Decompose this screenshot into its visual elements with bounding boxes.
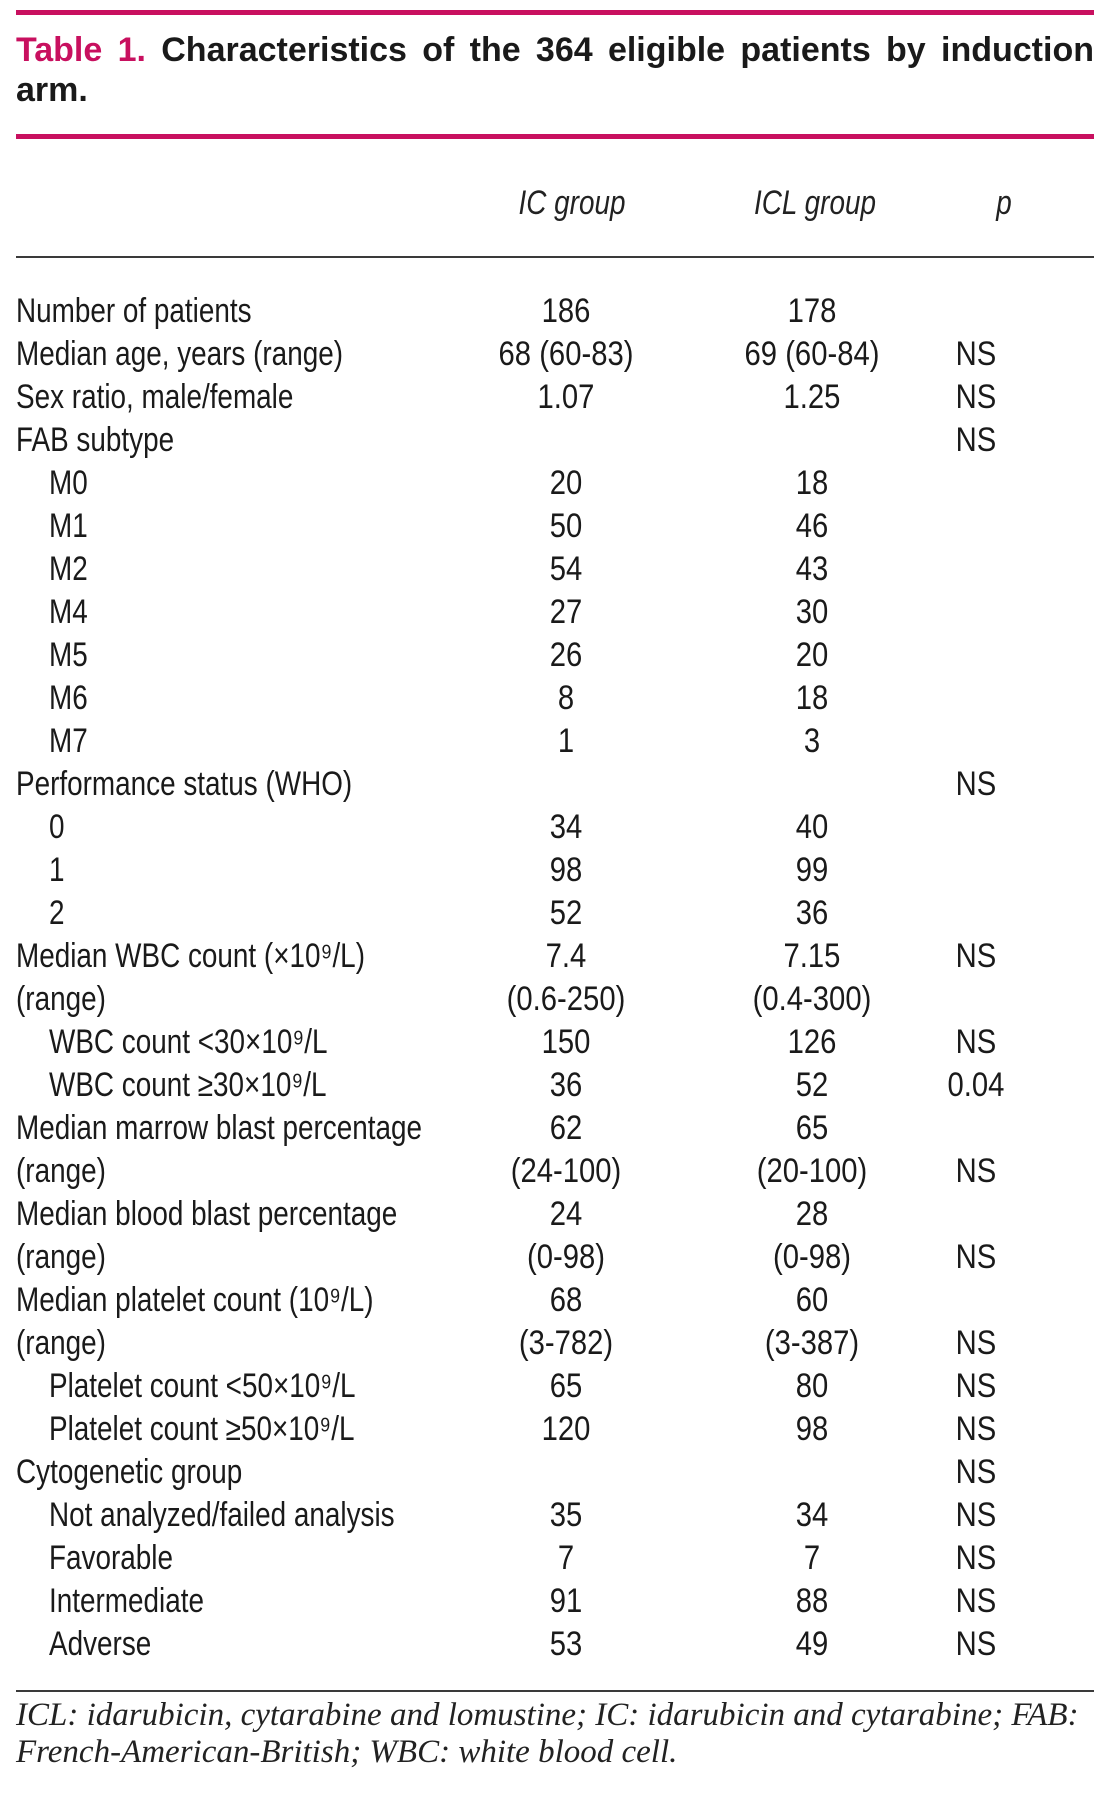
table-body [16, 290, 1094, 1666]
row-label: Not analyzed/failed analysis [49, 1496, 395, 1534]
row-label: (range) [16, 1238, 106, 1276]
p-value: NS [955, 1367, 997, 1405]
ic-group-value: 7.4 [545, 937, 587, 975]
table-footnote: ICL: idarubicin, cytarabine and lomustine; IC: idarubicin and cytarabine; FAB: French-American-British; WBC: white blood cell. [16, 1697, 1079, 1770]
table-row [16, 634, 1094, 677]
row-label: Favorable [49, 1539, 173, 1577]
row-label: M0 [49, 464, 88, 502]
table-row [16, 1150, 1094, 1193]
row-label: Median blood blast percentage [16, 1195, 398, 1233]
table-row [16, 763, 1094, 806]
ic-group-value: 54 [549, 550, 583, 588]
ic-group-value: 1 [557, 722, 575, 760]
ic-group-value: 8 [557, 679, 575, 717]
p-value: NS [955, 1410, 997, 1448]
row-label: M1 [49, 507, 88, 545]
icl-group-value: 34 [795, 1496, 829, 1534]
table-row [16, 1408, 1094, 1451]
table-row [16, 1451, 1094, 1494]
p-value: NS [955, 335, 997, 373]
row-label: Adverse [49, 1625, 152, 1663]
p-value: NS [955, 1023, 997, 1061]
icl-group-value: (0-98) [772, 1238, 851, 1276]
ic-group-value: 98 [549, 851, 583, 889]
p-value: NS [955, 1625, 997, 1663]
icl-group-value: 20 [795, 636, 829, 674]
table-row [16, 548, 1094, 591]
icl-group-value: 99 [795, 851, 829, 889]
ic-group-value: (0-98) [526, 1238, 605, 1276]
table-row [16, 1537, 1094, 1580]
table-header-row [16, 172, 1094, 236]
caption-accent-rule [16, 134, 1094, 139]
row-label: Performance status (WHO) [16, 765, 353, 803]
row-label: (range) [16, 1152, 106, 1190]
table-row [16, 419, 1094, 462]
row-label: (range) [16, 980, 106, 1018]
p-value: NS [955, 1453, 997, 1491]
ic-group-value: (0.6-250) [506, 980, 626, 1018]
header-p-value: p [996, 184, 1012, 222]
row-label: M7 [49, 722, 88, 760]
table-caption [16, 30, 1094, 110]
table-row [16, 1580, 1094, 1623]
table-row [16, 978, 1094, 1021]
icl-group-value: 49 [795, 1625, 829, 1663]
icl-group-value: 36 [795, 894, 829, 932]
table-row [16, 462, 1094, 505]
icl-group-value: 52 [795, 1066, 829, 1104]
icl-group-value: 1.25 [783, 378, 841, 416]
p-value: NS [955, 1238, 997, 1276]
ic-group-value: (24-100) [510, 1152, 622, 1190]
p-value: NS [955, 1324, 997, 1362]
icl-group-value: 69 (60-84) [744, 335, 880, 373]
row-label: Cytogenetic group [16, 1453, 243, 1491]
table-row [16, 849, 1094, 892]
row-label: Median WBC count (×10⁹/L) [16, 937, 365, 975]
ic-group-value: 120 [541, 1410, 591, 1448]
ic-group-value: 62 [549, 1109, 583, 1147]
ic-group-value: 35 [549, 1496, 583, 1534]
p-value: NS [955, 421, 997, 459]
icl-group-value: 80 [795, 1367, 829, 1405]
row-label: M6 [49, 679, 88, 717]
row-label: Platelet count <50×10⁹/L [49, 1367, 356, 1405]
ic-group-value: 26 [549, 636, 583, 674]
row-label: 1 [49, 851, 65, 889]
ic-group-value: 68 (60-83) [498, 335, 634, 373]
icl-group-value: 98 [795, 1410, 829, 1448]
row-label: WBC count <30×10⁹/L [49, 1023, 328, 1061]
ic-group-value: 53 [549, 1625, 583, 1663]
table-row [16, 935, 1094, 978]
icl-group-value: 126 [787, 1023, 837, 1061]
icl-group-value: 7 [803, 1539, 821, 1577]
icl-group-value: 18 [795, 679, 829, 717]
row-label: Number of patients [16, 292, 252, 330]
icl-group-value: (3-387) [764, 1324, 860, 1362]
icl-group-value: 46 [795, 507, 829, 545]
table-title: Characteristics of the 364 eligible patients by induction arm. [16, 31, 1094, 109]
icl-group-value: 3 [803, 722, 821, 760]
row-label: Median platelet count (10⁹/L) [16, 1281, 374, 1319]
ic-group-value: 150 [541, 1023, 591, 1061]
icl-group-value: (0.4-300) [752, 980, 872, 1018]
row-label: WBC count ≥30×10⁹/L [49, 1066, 327, 1104]
icl-group-value: 28 [795, 1195, 829, 1233]
ic-group-value: 7 [557, 1539, 575, 1577]
icl-group-value: 30 [795, 593, 829, 631]
p-value: NS [955, 1152, 997, 1190]
ic-group-value: 65 [549, 1367, 583, 1405]
header-divider [16, 256, 1094, 258]
p-value: NS [955, 1496, 997, 1534]
footer-divider [16, 1690, 1094, 1692]
row-label: Platelet count ≥50×10⁹/L [49, 1410, 355, 1448]
table-row [16, 1193, 1094, 1236]
row-label: Median marrow blast percentage [16, 1109, 423, 1147]
icl-group-value: 60 [795, 1281, 829, 1319]
icl-group-value: 7.15 [783, 937, 841, 975]
table-row [16, 892, 1094, 935]
table-row [16, 1064, 1094, 1107]
row-label: 0 [49, 808, 65, 846]
icl-group-value: (20-100) [756, 1152, 868, 1190]
table-row [16, 1322, 1094, 1365]
p-value: 0.04 [947, 1066, 1005, 1104]
icl-group-value: 43 [795, 550, 829, 588]
table-row [16, 1623, 1094, 1666]
ic-group-value: 68 [549, 1281, 583, 1319]
p-value: NS [955, 1539, 997, 1577]
table-row [16, 376, 1094, 419]
icl-group-value: 18 [795, 464, 829, 502]
ic-group-value: 91 [549, 1582, 583, 1620]
ic-group-value: (3-782) [518, 1324, 614, 1362]
table-row [16, 677, 1094, 720]
icl-group-value: 40 [795, 808, 829, 846]
table-row [16, 720, 1094, 763]
row-label: M4 [49, 593, 88, 631]
icl-group-value: 88 [795, 1582, 829, 1620]
table-row [16, 591, 1094, 634]
table-row [16, 290, 1094, 333]
row-label: M5 [49, 636, 88, 674]
ic-group-value: 27 [549, 593, 583, 631]
table-row [16, 806, 1094, 849]
table-label: Table 1. [16, 31, 146, 69]
icl-group-value: 65 [795, 1109, 829, 1147]
table-row [16, 1107, 1094, 1150]
row-label: Sex ratio, male/female [16, 378, 294, 416]
top-accent-rule [16, 10, 1094, 15]
ic-group-value: 36 [549, 1066, 583, 1104]
p-value: NS [955, 937, 997, 975]
p-value: NS [955, 378, 997, 416]
p-value: NS [955, 1582, 997, 1620]
row-label: Intermediate [49, 1582, 204, 1620]
ic-group-value: 20 [549, 464, 583, 502]
header-ic-group: IC group [518, 184, 626, 222]
row-label: 2 [49, 894, 65, 932]
row-label: Median age, years (range) [16, 335, 344, 373]
header-icl-group: ICL group [754, 184, 876, 222]
table-row [16, 1021, 1094, 1064]
table-row [16, 1236, 1094, 1279]
ic-group-value: 52 [549, 894, 583, 932]
ic-group-value: 24 [549, 1195, 583, 1233]
row-label: M2 [49, 550, 88, 588]
ic-group-value: 34 [549, 808, 583, 846]
table-row [16, 1365, 1094, 1408]
row-label: (range) [16, 1324, 106, 1362]
table-row [16, 505, 1094, 548]
ic-group-value: 50 [549, 507, 583, 545]
ic-group-value: 186 [541, 292, 591, 330]
table-row [16, 333, 1094, 376]
table-row [16, 1279, 1094, 1322]
p-value: NS [955, 765, 997, 803]
icl-group-value: 178 [787, 292, 837, 330]
ic-group-value: 1.07 [537, 378, 595, 416]
row-label: FAB subtype [16, 421, 175, 459]
table-row [16, 1494, 1094, 1537]
